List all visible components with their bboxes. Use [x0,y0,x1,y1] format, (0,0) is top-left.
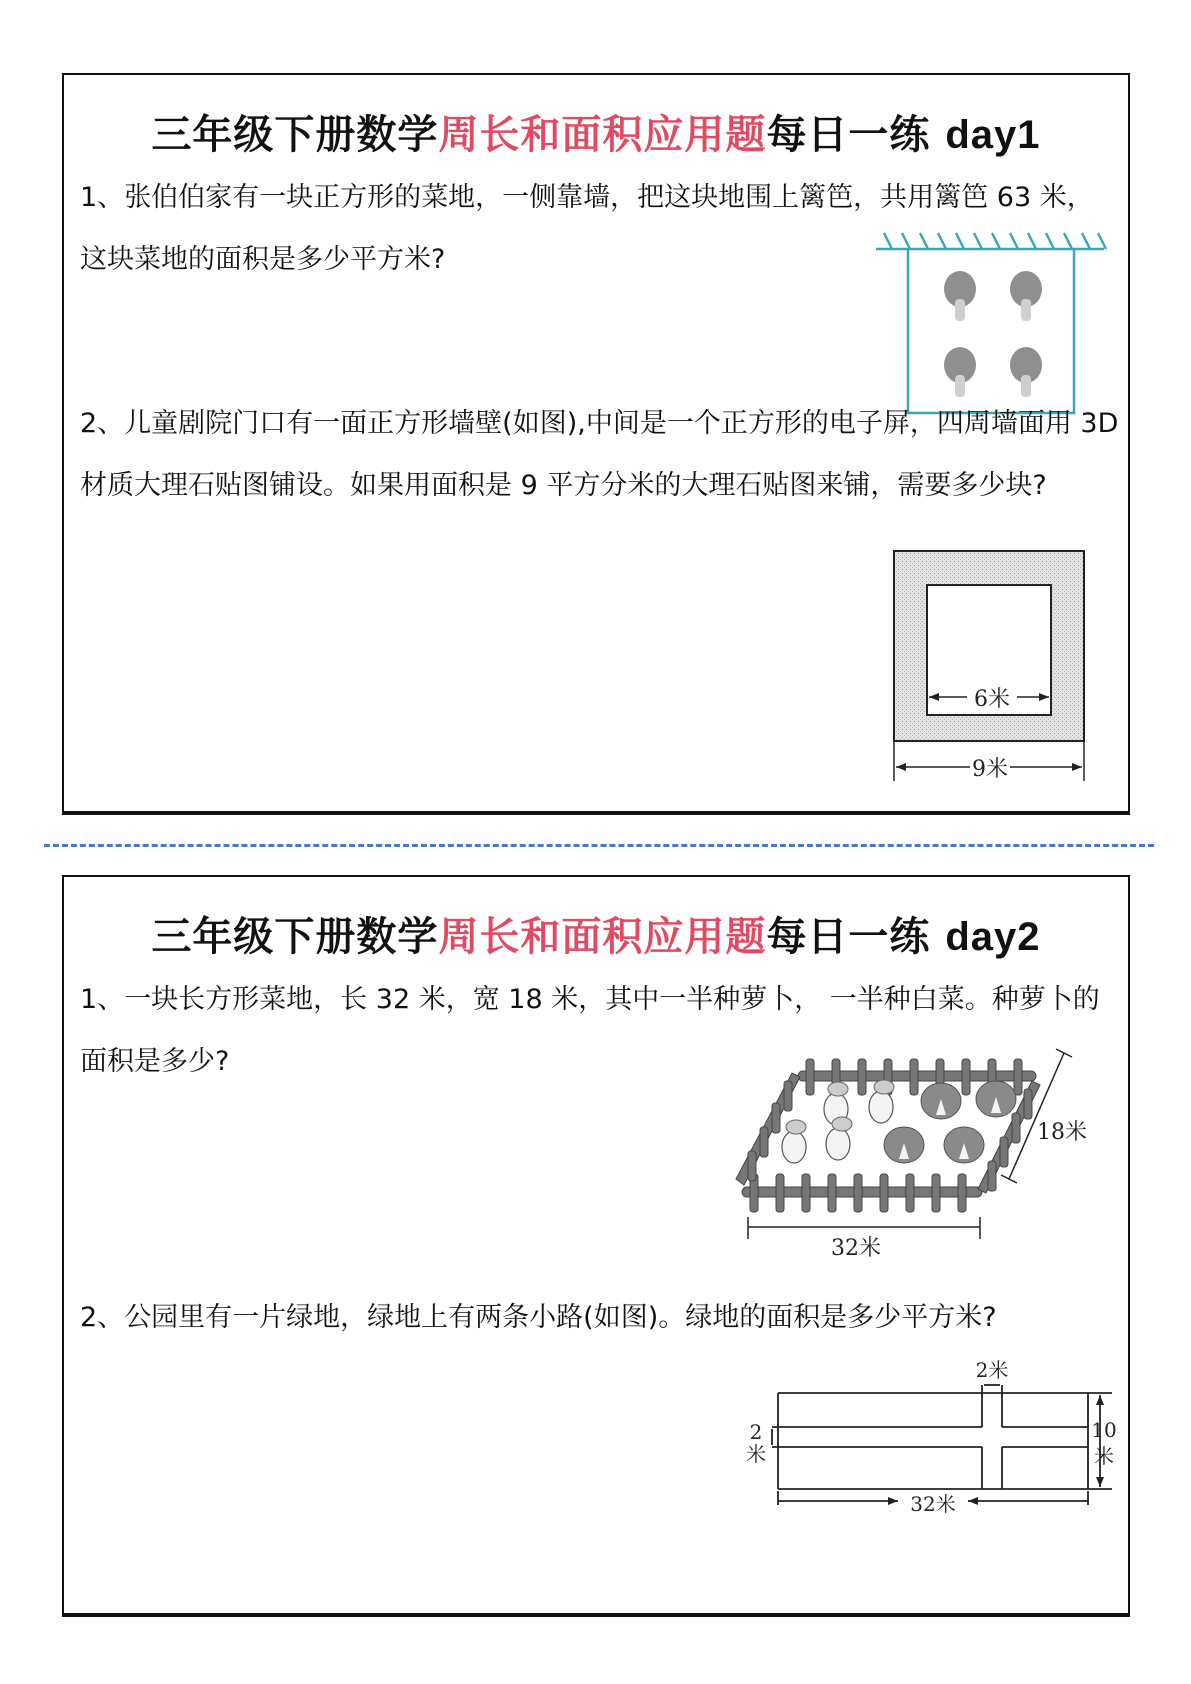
cabbage-icon [1010,271,1042,321]
length-label: 32米 [831,1236,881,1259]
path-width-left-unit: 米 [746,1442,766,1466]
cabbage-icons [944,271,1042,397]
question-number: 2、 [80,408,125,439]
title-prefix: 三年级下册数学 [151,112,439,158]
question-2 [80,1287,1120,1349]
radish-icon [826,1128,850,1160]
title-prefix: 三年级下册数学 [151,914,439,960]
question-text: 公园里有一片绿地，绿地上有两条小路(如图)。绿地的面积是多少平方米? [124,1302,997,1333]
length-label: 32米 [910,1492,956,1516]
radish-icon [782,1131,806,1163]
radish-icon [869,1091,893,1123]
question-number: 2、 [80,1302,125,1333]
path-width-top-label: 2米 [975,1358,1009,1382]
cabbage-icon [1010,347,1042,397]
inner-width-label: 6米 [974,687,1010,712]
fenced-plot-figure [726,1029,1126,1259]
title-day: day1 [945,113,1041,157]
square-wall-figure [882,545,1102,785]
height-label: 10 [1091,1418,1117,1442]
cabbage-icon [944,271,976,321]
question-text: 儿童剧院门口有一面正方形墙壁(如图),中间是一个正方形的电子屏，四周墙面用 3D 材质大理石贴图铺设。如果用面积是 9 平方分米的大理石贴图来铺，需要多少块? [80,408,1119,501]
dashed-divider [44,844,1154,847]
path-width-left-label: 2 [749,1420,763,1444]
height-unit: 米 [1094,1444,1114,1468]
title-highlight: 周长和面积应用题 [438,914,767,960]
title-highlight: 周长和面积应用题 [438,112,767,158]
worksheet-day2 [62,875,1130,1615]
question-text: 一块长方形菜地，长 32 米，宽 18 米，其中一半种萝卜， 一半种白菜。种萝卜的面积是多少? [80,984,1100,1077]
wall-hatch-icon [884,233,1106,249]
title-suffix: 每日一练 [766,914,946,960]
cabbage-icon [944,347,976,397]
question-number: 1、 [80,984,125,1015]
title-day: day2 [945,915,1041,959]
width-label: 18米 [1037,1120,1087,1145]
green-land-figure [742,1355,1122,1535]
question-number: 1、 [80,182,125,213]
question-2 [80,393,1120,517]
title-suffix: 每日一练 [766,112,946,158]
outer-width-label: 9米 [972,757,1008,782]
worksheet-title [64,905,1128,962]
question-text: 张伯伯家有一块正方形的菜地，一侧靠墙，把这块地围上篱笆，共用篱笆 63 米，这块菜地的面积是多少平方米? [80,182,1094,275]
worksheet-title [64,103,1128,160]
worksheet-day1 [62,73,1130,813]
